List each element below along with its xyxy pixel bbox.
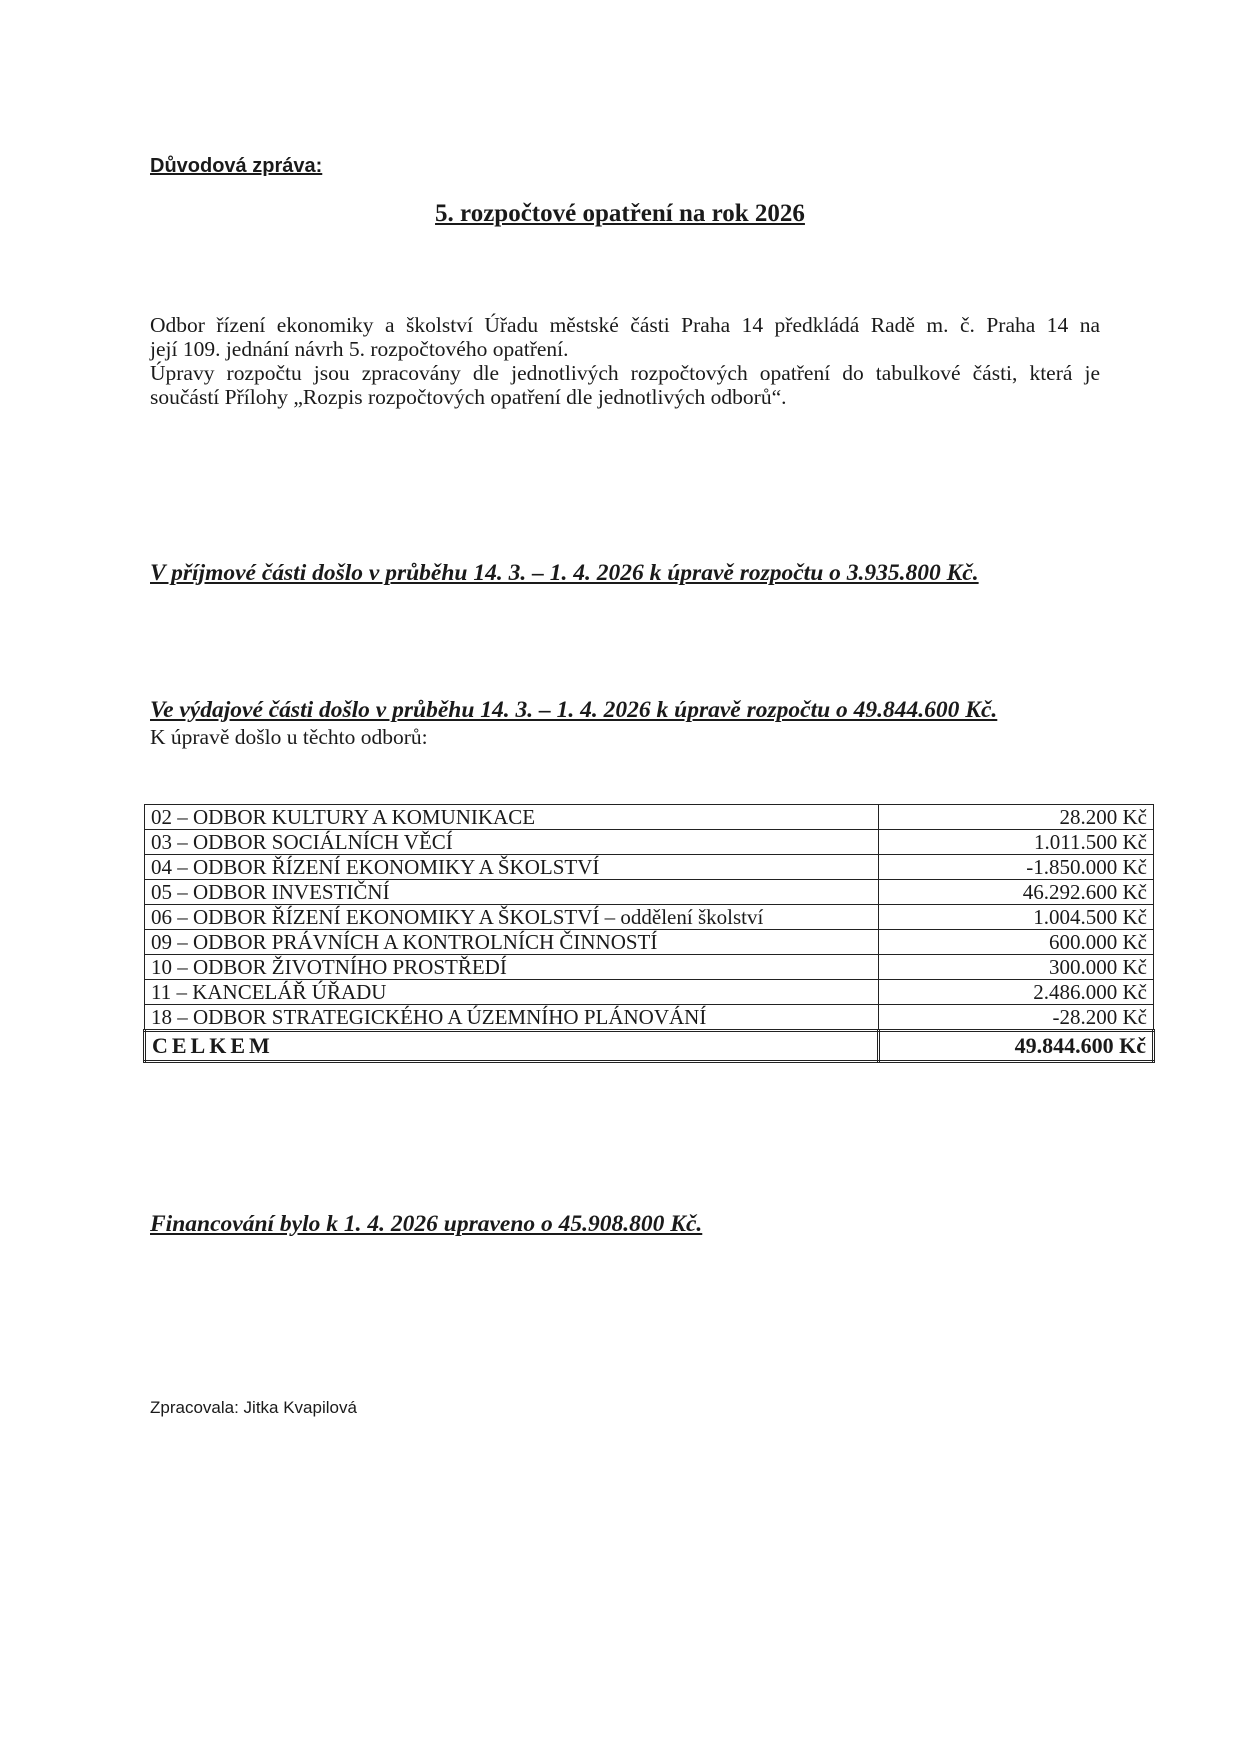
department-name: 03 – ODBOR SOCIÁLNÍCH VĚCÍ [145,830,879,855]
expense-summary: Ve výdajové části došlo v průběhu 14. 3. – 1. 4. 2026 k úpravě rozpočtu o 49.844.600 Kč. [150,697,998,723]
department-amount: 600.000 Kč [879,930,1154,955]
revenue-summary: V příjmové části došlo v průběhu 14. 3. – 1. 4. 2026 k úpravě rozpočtu o 3.935.800 Kč. [150,560,979,586]
department-amount: 300.000 Kč [879,955,1154,980]
department-name: 09 – ODBOR PRÁVNÍCH A KONTROLNÍCH ČINNOSTÍ [145,930,879,955]
table-row [145,805,1154,830]
department-amount: 46.292.600 Kč [879,880,1154,905]
department-amount: 1.004.500 Kč [879,905,1154,930]
table-row [145,1005,1154,1031]
department-amount: 28.200 Kč [879,805,1154,830]
table-row [145,930,1154,955]
table-row [145,980,1154,1005]
department-name: 05 – ODBOR INVESTIČNÍ [145,880,879,905]
report-heading: Důvodová zpráva: [150,155,323,177]
table-row [145,855,1154,880]
total-amount: 49.844.600 Kč [879,1031,1154,1062]
intro-line: Úpravy rozpočtu jsou zpracovány dle jednotlivých rozpočtových opatření do tabulkové části, která je [150,361,1100,385]
financing-summary: Financování bylo k 1. 4. 2026 upraveno o 45.908.800 Kč. [150,1211,703,1237]
department-amount: 1.011.500 Kč [879,830,1154,855]
table-row [145,880,1154,905]
department-name: 11 – KANCELÁŘ ÚŘADU [145,980,879,1005]
department-name: 02 – ODBOR KULTURY A KOMUNIKACE [145,805,879,830]
total-label: CELKEM [145,1031,879,1062]
table-row [145,955,1154,980]
expense-subtitle: K úpravě došlo u těchto odborů: [150,725,428,749]
department-table [143,804,1155,1063]
prepared-by: Zpracovala: Jitka Kvapilová [150,1398,357,1417]
document-title: 5. rozpočtové opatření na rok 2026 [435,200,805,227]
department-amount: 2.486.000 Kč [879,980,1154,1005]
total-row [145,1031,1154,1062]
department-name: 18 – ODBOR STRATEGICKÉHO A ÚZEMNÍHO PLÁNOVÁNÍ [145,1005,879,1031]
department-name: 04 – ODBOR ŘÍZENÍ EKONOMIKY A ŠKOLSTVÍ [145,855,879,880]
table-row [145,905,1154,930]
table-row [145,830,1154,855]
intro-line: součástí Přílohy „Rozpis rozpočtových opatření dle jednotlivých odborů“. [150,385,787,409]
department-name: 10 – ODBOR ŽIVOTNÍHO PROSTŘEDÍ [145,955,879,980]
department-name: 06 – ODBOR ŘÍZENÍ EKONOMIKY A ŠKOLSTVÍ – oddělení školství [145,905,879,930]
intro-line: její 109. jednání návrh 5. rozpočtového opatření. [150,337,569,361]
department-amount: -28.200 Kč [879,1005,1154,1031]
intro-paragraph [150,313,1100,409]
department-amount: -1.850.000 Kč [879,855,1154,880]
intro-line: Odbor řízení ekonomiky a školství Úřadu městské části Praha 14 předkládá Radě m. č. Praha 14 na [150,313,1100,337]
